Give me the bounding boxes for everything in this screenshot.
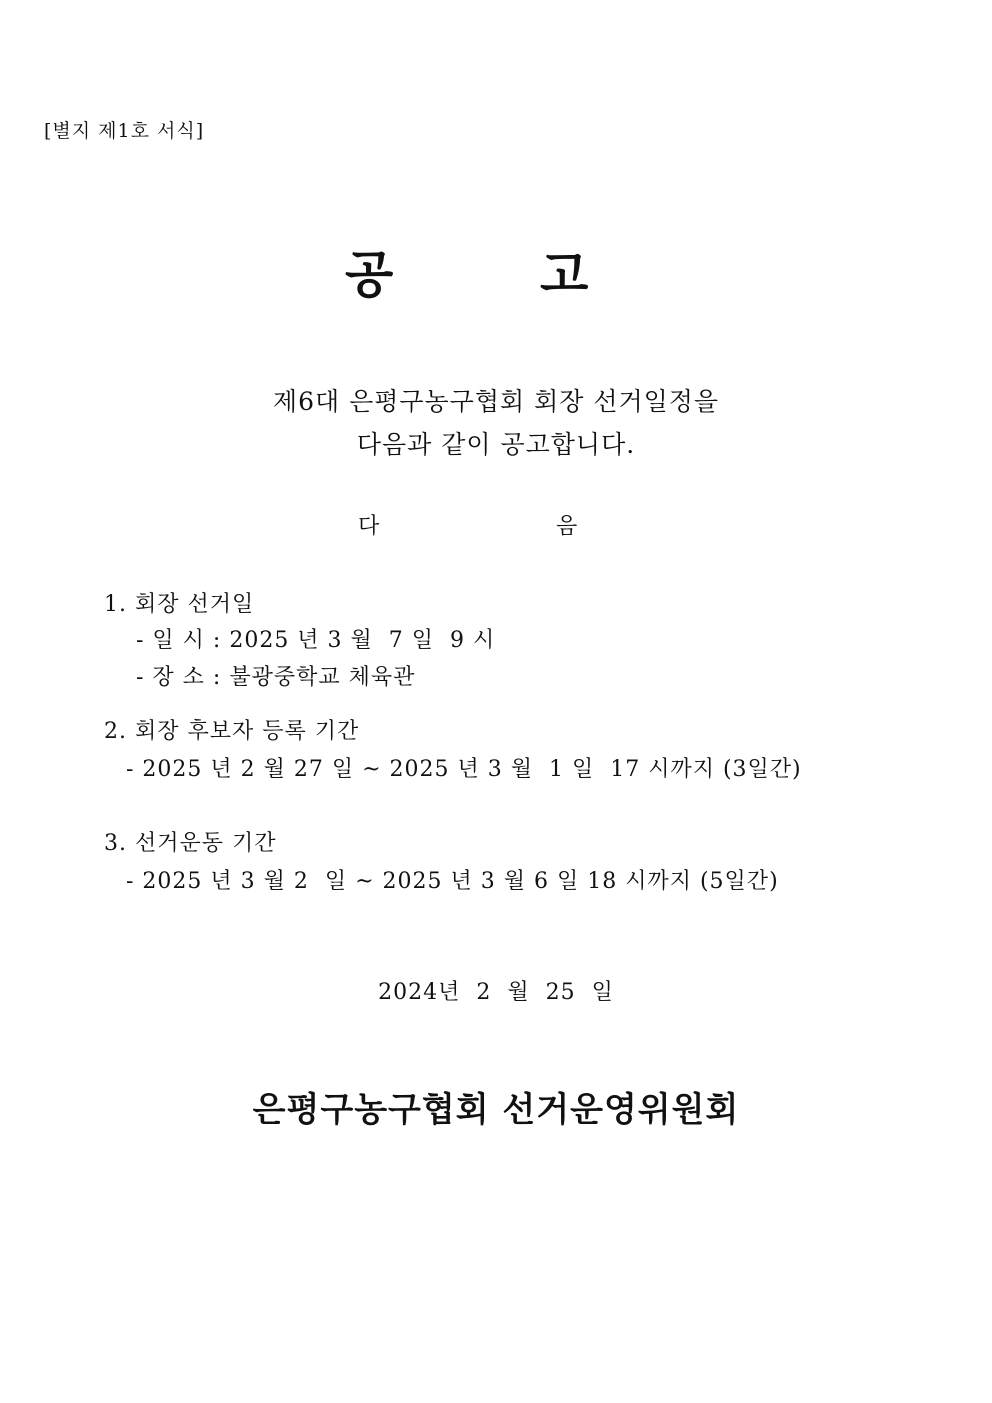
issuing-organization: 은평구농구협회 선거운영위원회 [252,1090,740,1130]
notice-date: 2024년 2 월 25 일 [378,980,614,1005]
intro-line-1: 제6대 은평구농구협회 회장 선거일정을 [272,387,720,416]
item-1-heading: 1. 회장 선거일 [104,592,255,617]
form-label: [별지 제1호 서식] [44,120,205,142]
item-3-heading: 3. 선거운동 기간 [104,831,277,856]
title-char-1: 공 [345,245,394,304]
section-heading-char-1: 다 [358,514,380,539]
item-2-detail-period: - 2025 년 2 월 27 일 ~ 2025 년 3 월 1 일 17 시까지 (3일간) [126,757,802,782]
item-2-heading: 2. 회장 후보자 등록 기간 [104,719,360,744]
item-1-detail-location: - 장 소 : 불광중학교 체육관 [136,665,416,690]
item-1-detail-datetime: - 일 시 : 2025 년 3 월 7 일 9 시 [136,628,496,653]
section-heading [0,516,992,582]
section-heading-char-2: 음 [556,514,578,539]
document-title [0,245,992,400]
item-3-detail-period: - 2025 년 3 월 2 일 ~ 2025 년 3 월 6 일 18 시까지 (5일간) [126,869,779,894]
intro-line-2: 다음과 같이 공고합니다. [356,430,636,459]
title-char-2: 고 [540,245,589,304]
